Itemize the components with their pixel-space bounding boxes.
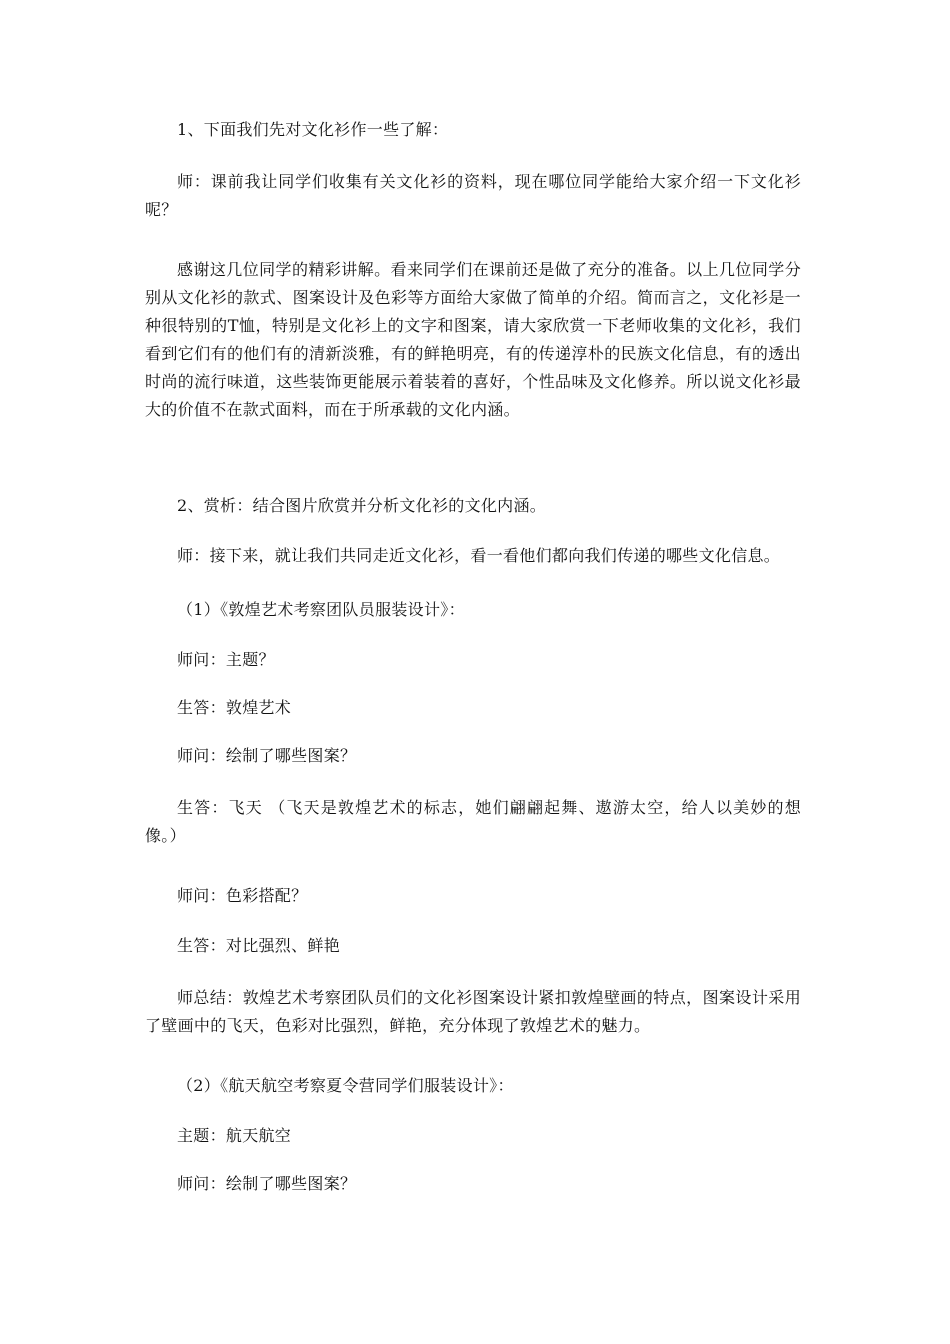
paragraph-section-2-heading: 2、赏析：结合图片欣赏并分析文化衫的文化内涵。 (177, 496, 547, 515)
paragraph-question-theme: 师问：主题？ (177, 650, 275, 669)
paragraph-answer-colors: 生答：对比强烈、鲜艳 (177, 936, 341, 955)
paragraph-teacher-intro: 师：接下来，就让我们共同走近文化衫，看一看他们都向我们传递的哪些文化信息。 (177, 546, 781, 565)
paragraph-answer-patterns: 生答：飞天 （飞天是敦煌艺术的标志，她们翩翩起舞、遨游太空，给人以美妙的想像。） (145, 798, 801, 845)
paragraph-question-patterns-2: 师问：绘制了哪些图案？ (177, 1174, 357, 1193)
paragraph-item-1-title: （1）《敦煌艺术考察团队员服装设计》： (177, 600, 465, 619)
paragraph-question-patterns: 师问：绘制了哪些图案？ (177, 746, 357, 765)
paragraph-teacher-summary: 师总结：敦煌艺术考察团队员们的文化衫图案设计紧扣敦煌壁画的特点，图案设计采用了壁画中的飞天，色彩对比强烈，鲜艳，充分体现了敦煌艺术的魅力。 (145, 988, 801, 1035)
paragraph-question-colors: 师问：色彩搭配？ (177, 886, 308, 905)
paragraph-thanks-summary: 感谢这几位同学的精彩讲解。看来同学们在课前还是做了充分的准备。以上几位同学分别从文化衫的款式、图案设计及色彩等方面给大家做了简单的介绍。简而言之，文化衫是一种很特别的T恤，特别是文化衫上的文字和图案，请大家欣赏一下老师收集的文化衫，我们看到它们有的他们有的清新淡雅，有的鲜艳明亮，有的传递淳朴的民族文化信息，有的透出时尚的流行味道，这些装饰更能展示着装着的喜好，个性品味及文化修养。所以说文化衫最大的价值不在款式面料，而在于所承载的文化内涵。 (145, 260, 801, 419)
paragraph-teacher-question: 师：课前我让同学们收集有关文化衫的资料，现在哪位同学能给大家介绍一下文化衫呢？ (145, 172, 801, 219)
paragraph-item-2-title: （2）《航天航空考察夏令营同学们服装设计》： (177, 1076, 514, 1095)
paragraph-answer-theme: 生答：敦煌艺术 (177, 698, 292, 717)
paragraph-theme-aerospace: 主题：航天航空 (177, 1126, 292, 1145)
paragraph-section-1-heading: 1、下面我们先对文化衫作一些了解： (177, 120, 449, 139)
